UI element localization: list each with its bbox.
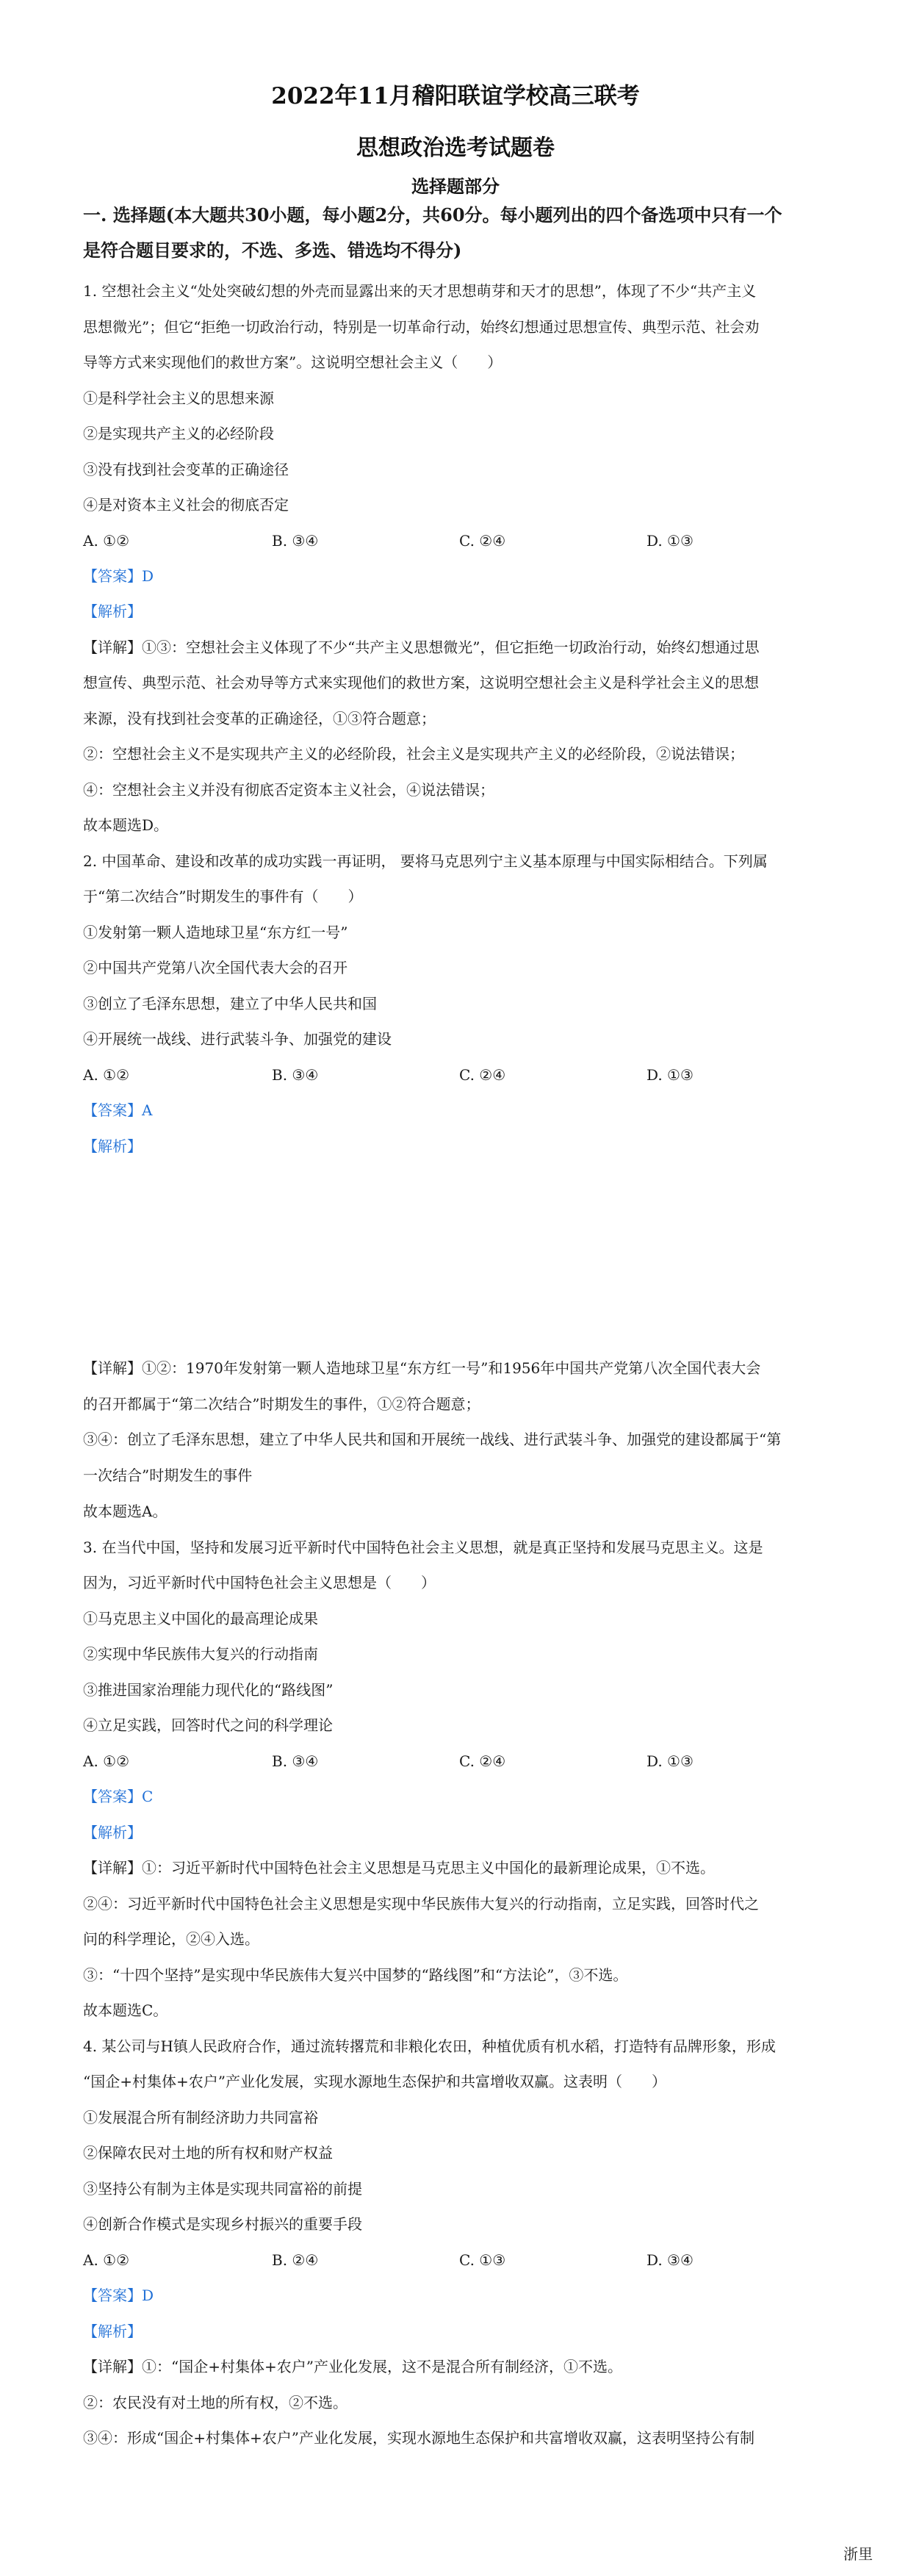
q3-option-b: B. ③④ xyxy=(272,1752,319,1770)
q3-stem-line-1: 3. 在当代中国，坚持和发展习近平新时代中国特色社会主义思想，就是真正坚持和发展马克思主义。这是 xyxy=(83,1539,763,1556)
q2-detail-line-2: 的召开都属于“第二次结合”时期发生的事件，①②符合题意； xyxy=(83,1395,480,1413)
q1-analysis-label: 【解析】 xyxy=(83,602,142,620)
exam-title: 2022年11月稽阳联谊学校高三联考 xyxy=(271,83,640,109)
q2-answer xyxy=(83,1100,832,1120)
q2-stem-line-1: 2. 中国革命、建设和改革的成功实践一再证明， 要将马克思列宁主义基本原理与中国实际相结合。下列属 xyxy=(83,852,768,870)
q4-option-c: C. ①③ xyxy=(459,2251,506,2269)
q3-option-c: C. ②④ xyxy=(459,1752,506,1770)
q3-detail-line-4: ③：“十四个坚持”是实现中华民族伟大复兴中国梦的“路线图”和“方法论”，③不选。 xyxy=(83,1966,628,1984)
q2-item-1: ①发射第一颗人造地球卫星“东方红一号” xyxy=(83,924,348,941)
exam-subtitle: 思想政治选考试题卷 xyxy=(356,135,555,161)
q1-option-d: D. ①③ xyxy=(647,532,694,550)
q3-item-1: ①马克思主义中国化的最高理论成果 xyxy=(83,1610,318,1627)
q4-stem-line-2: “国企+村集体+农户”产业化发展，实现水源地生态保护和共富增收双赢。这表明（ ） xyxy=(83,2073,666,2090)
q4-item-2: ②保障农民对土地的所有权和财产权益 xyxy=(83,2144,333,2162)
q4-detail-line-3: ③④：形成“国企+村集体+农户”产业化发展，实现水源地生态保护和共富增收双赢，这表明坚持公有制 xyxy=(83,2429,755,2447)
q1-detail-line-1: 【详解】①③：空想社会主义体现了不少“共产主义思想微光”，但它拒绝一切政治行动，始终幻想通过思 xyxy=(83,638,760,656)
q3-analysis-label: 【解析】 xyxy=(83,1824,142,1841)
section-heading-line-2: 是符合题目要求的，不选、多选、错选均不得分) xyxy=(83,240,462,261)
q1-option-a: A. ①② xyxy=(83,532,130,550)
q3-option-d: D. ①③ xyxy=(647,1752,694,1770)
q1-detail-line-4: ②：空想社会主义不是实现共产主义的必经阶段，社会主义是实现共产主义的必经阶段，②说法错误； xyxy=(83,745,744,763)
q1-detail-line-3: 来源，没有找到社会变革的正确途径，①③符合题意； xyxy=(83,710,436,727)
q1-answer xyxy=(83,566,832,586)
q1-detail-line-6: 故本题选D。 xyxy=(83,816,169,834)
q3-item-3: ③推进国家治理能力现代化的“路线图” xyxy=(83,1681,334,1699)
q2-option-c: C. ②④ xyxy=(459,1066,506,1084)
q3-answer-text: 【答案】C xyxy=(83,1788,154,1805)
q2-detail-line-1: 【详解】①②：1970年发射第一颗人造地球卫星“东方红一号”和1956年中国共产党第八次全国代表大会 xyxy=(83,1359,761,1377)
q2-option-d: D. ①③ xyxy=(647,1066,694,1084)
q3-item-4: ④立足实践，回答时代之问的科学理论 xyxy=(83,1716,333,1734)
q4-answer-text: 【答案】D xyxy=(83,2287,154,2304)
q2-detail-line-3: ③④：创立了毛泽东思想，建立了中华人民共和国和开展统一战线、进行武装斗争、加强党的建设都属于“第 xyxy=(83,1431,782,1448)
q3-detail-line-3: 问的科学理论，②④入选。 xyxy=(83,1930,259,1948)
q4-answer xyxy=(83,2285,832,2306)
q4-option-b: B. ②④ xyxy=(272,2251,319,2269)
q1-item-2: ②是实现共产主义的必经阶段 xyxy=(83,425,274,442)
q4-detail-line-1: 【详解】①：“国企+村集体+农户”产业化发展，这不是混合所有制经济，①不选。 xyxy=(83,2358,622,2375)
q2-stem-line-2: 于“第二次结合”时期发生的事件有（ ） xyxy=(83,888,363,905)
q2-option-a: A. ①② xyxy=(83,1066,130,1084)
q2-option-b: B. ③④ xyxy=(272,1066,319,1084)
q3-detail-line-1: 【详解】①：习近平新时代中国特色社会主义思想是马克思主义中国化的最新理论成果，①不选。 xyxy=(83,1859,715,1877)
part-heading: 选择题部分 xyxy=(411,176,500,197)
q2-analysis-label: 【解析】 xyxy=(83,1137,142,1155)
section-heading-line-1: 一. 选择题(本大题共30小题，每小题2分，共60分。每小题列出的四个备选项中只有一个 xyxy=(83,205,782,226)
q3-detail-line-5: 故本题选C。 xyxy=(83,2001,168,2019)
corner-watermark-text: 浙里 xyxy=(843,2545,873,2563)
q4-option-d: D. ③④ xyxy=(647,2251,694,2269)
q1-item-4: ④是对资本主义社会的彻底否定 xyxy=(83,496,289,514)
q4-detail-line-2: ②：农民没有对土地的所有权，②不选。 xyxy=(83,2394,348,2411)
q4-option-a: A. ①② xyxy=(83,2251,130,2269)
q2-item-3: ③创立了毛泽东思想，建立了中华人民共和国 xyxy=(83,995,377,1012)
q2-answer-text: 【答案】A xyxy=(83,1101,153,1119)
q4-stem-line-1: 4. 某公司与H镇人民政府合作，通过流转撂荒和非粮化农田，种植优质有机水稻，打造特有品牌形象，形成 xyxy=(83,2037,776,2055)
q1-item-3: ③没有找到社会变革的正确途径 xyxy=(83,461,289,478)
q3-option-a: A. ①② xyxy=(83,1752,130,1770)
q2-detail-line-5: 故本题选A。 xyxy=(83,1503,168,1520)
q4-item-3: ③坚持公有制为主体是实现共同富裕的前提 xyxy=(83,2180,362,2198)
q1-stem-line-2: 思想微光”；但它“拒绝一切政治行动，特别是一切革命行动，始终幻想通过思想宣传、典型示范、社会劝 xyxy=(83,318,760,336)
q1-detail-line-2: 想宣传、典型示范、社会劝导等方式来实现他们的救世方案，这说明空想社会主义是科学社会主义的思想 xyxy=(83,674,759,691)
q3-stem-line-2: 因为，习近平新时代中国特色社会主义思想是（ ） xyxy=(83,1574,436,1591)
q1-item-1: ①是科学社会主义的思想来源 xyxy=(83,389,274,407)
q3-item-2: ②实现中华民族伟大复兴的行动指南 xyxy=(83,1645,318,1663)
q1-option-c: C. ②④ xyxy=(459,532,506,550)
q4-analysis-label: 【解析】 xyxy=(83,2323,142,2340)
q2-detail-line-4: 一次结合”时期发生的事件 xyxy=(83,1467,253,1484)
q4-item-1: ①发展混合所有制经济助力共同富裕 xyxy=(83,2109,318,2126)
q4-item-4: ④创新合作模式是实现乡村振兴的重要手段 xyxy=(83,2215,362,2233)
q1-stem-line-1: 1. 空想社会主义“处处突破幻想的外壳而显露出来的天才思想萌芽和天才的思想”，体现了不少“共产主义 xyxy=(83,282,757,300)
q1-stem-line-3: 导等方式来实现他们的救世方案”。这说明空想社会主义（ ） xyxy=(83,353,503,371)
q3-detail-line-2: ②④：习近平新时代中国特色社会主义思想是实现中华民族伟大复兴的行动指南，立足实践，回答时代之 xyxy=(83,1895,759,1913)
q2-item-2: ②中国共产党第八次全国代表大会的召开 xyxy=(83,959,348,976)
q3-answer xyxy=(83,1786,832,1807)
q1-option-b: B. ③④ xyxy=(272,532,319,550)
q2-item-4: ④开展统一战线、进行武装斗争、加强党的建设 xyxy=(83,1030,392,1048)
q1-answer-text: 【答案】D xyxy=(83,567,154,585)
q1-detail-line-5: ④：空想社会主义并没有彻底否定资本主义社会，④说法错误； xyxy=(83,781,494,799)
